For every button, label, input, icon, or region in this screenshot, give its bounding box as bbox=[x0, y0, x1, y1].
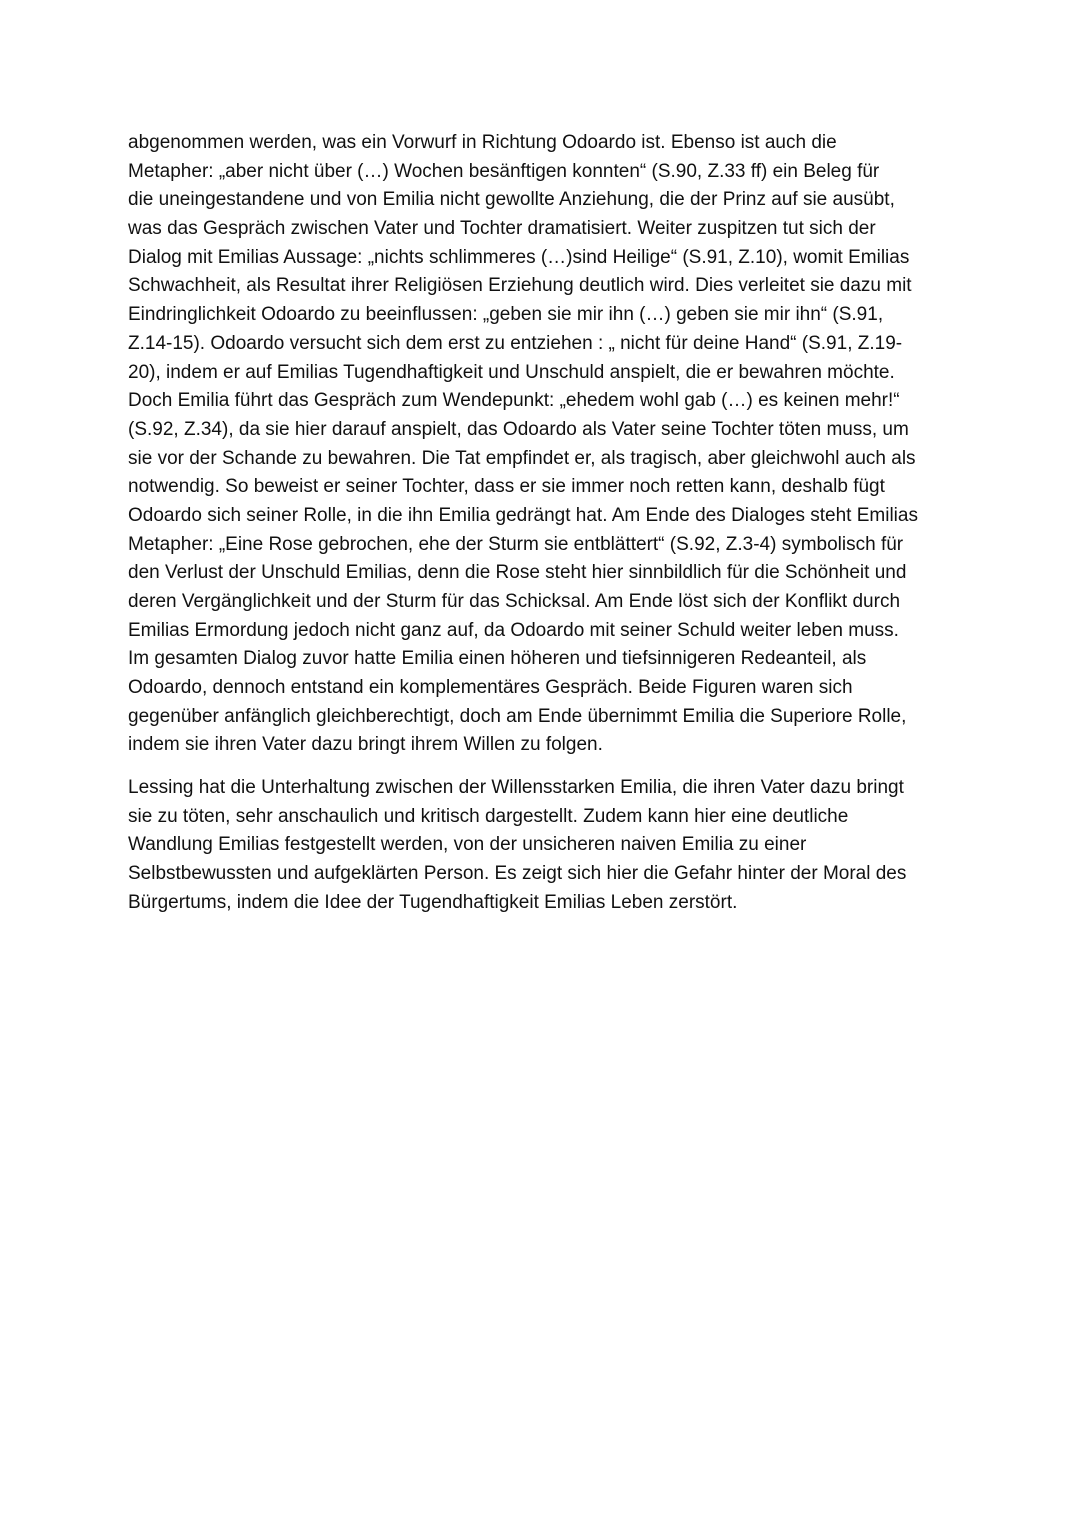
text-line: abgenommen werden, was ein Vorwurf in Richtung Odoardo ist. Ebenso ist auch die bbox=[128, 132, 837, 153]
text-line: sie zu töten, sehr anschaulich und kritisch dargestellt. Zudem kann hier eine deutliche bbox=[128, 805, 849, 827]
text-line: Schwachheit, als Resultat ihrer Religiösen Erziehung deutlich wird. Dies verleitet sie dazu mit bbox=[128, 275, 912, 297]
text-line: Emilias Ermordung jedoch nicht ganz auf, da Odoardo mit seiner Schuld weiter leben muss. bbox=[128, 619, 899, 641]
text-line: Metapher: „Eine Rose gebrochen, ehe der Sturm sie entblättert“ (S.92, Z.3-4) symbolisch für bbox=[128, 533, 904, 555]
text-line: Doch Emilia führt das Gespräch zum Wendepunkt: „ehedem wohl gab (…) es keinen mehr!“ bbox=[128, 390, 900, 412]
text-line: notwendig. So beweist er seiner Tochter, dass er sie immer noch retten kann, deshalb fügt bbox=[128, 476, 885, 498]
paragraph-conclusion bbox=[128, 774, 948, 917]
text-line: was das Gespräch zwischen Vater und Tochter dramatisiert. Weiter zuspitzen tut sich der bbox=[128, 218, 876, 240]
text-line: den Verlust der Unschuld Emilias, denn die Rose steht hier sinnbildlich für die Schönheit und bbox=[128, 562, 907, 584]
text-line: indem sie ihren Vater dazu bringt ihrem Willen zu folgen. bbox=[128, 734, 603, 756]
text-line: 20), indem er auf Emilias Tugendhaftigkeit und Unschuld anspielt, die er bewahren möchte. bbox=[128, 361, 895, 383]
text-line: Selbstbewussten und aufgeklärten Person. Es zeigt sich hier die Gefahr hinter der Moral des bbox=[128, 863, 907, 885]
text-line: sie vor der Schande zu bewahren. Die Tat empfindet er, als tragisch, aber gleichwohl auch als bbox=[128, 447, 916, 469]
text-line: Im gesamten Dialog zuvor hatte Emilia einen höheren und tiefsinnigeren Redeanteil, als bbox=[128, 648, 867, 670]
text-line: Dialog mit Emilias Aussage: „nichts schlimmeres (…)sind Heilige“ (S.91, Z.10), womit Emilias bbox=[128, 246, 910, 268]
text-line: gegenüber anfänglich gleichberechtigt, doch am Ende übernimmt Emilia die Superiore Rolle, bbox=[128, 705, 907, 727]
text-line: Wandlung Emilias festgestellt werden, von der unsicheren naiven Emilia zu einer bbox=[128, 834, 807, 856]
text-line: die uneingestandene und von Emilia nicht gewollte Anziehung, die der Prinz auf sie ausübt, bbox=[128, 189, 895, 211]
text-line: Odoardo, dennoch entstand ein komplementäres Gespräch. Beide Figuren waren sich bbox=[128, 677, 853, 699]
text-line: Bürgertums, indem die Idee der Tugendhaftigkeit Emilias Leben zerstört. bbox=[128, 891, 738, 913]
paragraph-analysis bbox=[128, 129, 948, 760]
text-line: Z.14-15). Odoardo versucht sich dem erst zu entziehen : „ nicht für deine Hand“ (S.91, Z.19- bbox=[128, 332, 903, 354]
text-line: Lessing hat die Unterhaltung zwischen der Willensstarken Emilia, die ihren Vater dazu bringt bbox=[128, 777, 904, 798]
text-line: (S.92, Z.34), da sie hier darauf anspielt, das Odoardo als Vater seine Tochter töten muss, um bbox=[128, 418, 909, 440]
text-line: Metapher: „aber nicht über (…) Wochen besänftigen konnten“ (S.90, Z.33 ff) ein Beleg für bbox=[128, 160, 880, 182]
text-line: Eindringlichkeit Odoardo zu beeinflussen: „geben sie mir ihn (…) geben sie mir ihn“ (S.91, bbox=[128, 304, 884, 326]
text-line: Odoardo sich seiner Rolle, in die ihn Emilia gedrängt hat. Am Ende des Dialoges steht Emilias bbox=[128, 504, 918, 526]
text-line: deren Vergänglichkeit und der Sturm für das Schicksal. Am Ende löst sich der Konflikt durch bbox=[128, 591, 901, 612]
